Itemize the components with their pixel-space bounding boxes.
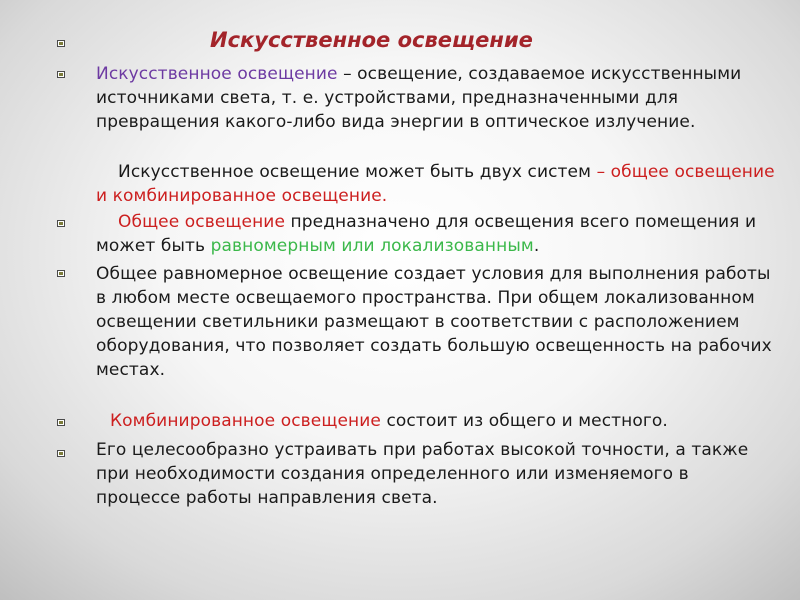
term-artificial-lighting: Искусственное освещение: [96, 64, 338, 84]
definition-text: – освещение, создаваемое искусственными источниками света, т. е. устройствами, предназначенными для превращения какого-либо вида энергии в оптическое излучение.: [96, 64, 742, 132]
paragraph-general-lighting: [96, 210, 776, 258]
systems-highlight: – общее освещение и комбинированное освещение.: [96, 162, 775, 206]
combined-lighting-text: состоит из общего и местного.: [380, 411, 668, 431]
slide-title: Искусственное освещение: [210, 28, 533, 52]
bullet-icon: [57, 40, 65, 47]
term-combined-lighting: Комбинированное освещение: [110, 411, 381, 431]
paragraph-uniform-lighting: Общее равномерное освещение создает условия для выполнения работы в любом месте освещаемого пространства. При общем локализованном освещении светильники размещают в соответствии с расположением оборудования, что позволяет создать большую освещенность на рабочих местах.: [96, 264, 772, 380]
paragraph-combined-lighting: [96, 409, 776, 433]
bullet-icon: [57, 270, 65, 277]
term-general-lighting: Общее освещение: [118, 212, 286, 232]
bullet-icon: [57, 450, 65, 457]
paragraph-precision-work: Его целесообразно устраивать при работах высокой точности, а также при необходимости создания определенного или изменяемого в процессе работы направления света.: [96, 440, 749, 508]
general-lighting-highlight: равномерным или локализованным: [210, 236, 534, 256]
paragraph-systems: [96, 160, 776, 208]
bullet-icon: [57, 71, 65, 78]
bullet-icon: [57, 220, 65, 227]
systems-text: Искусственное освещение может быть двух систем: [118, 162, 597, 182]
paragraph-definition: [96, 62, 776, 134]
general-lighting-text: предназначено для освещения всего помещения и может быть: [96, 212, 757, 256]
general-lighting-end: .: [533, 236, 540, 256]
bullet-icon: [57, 419, 65, 426]
